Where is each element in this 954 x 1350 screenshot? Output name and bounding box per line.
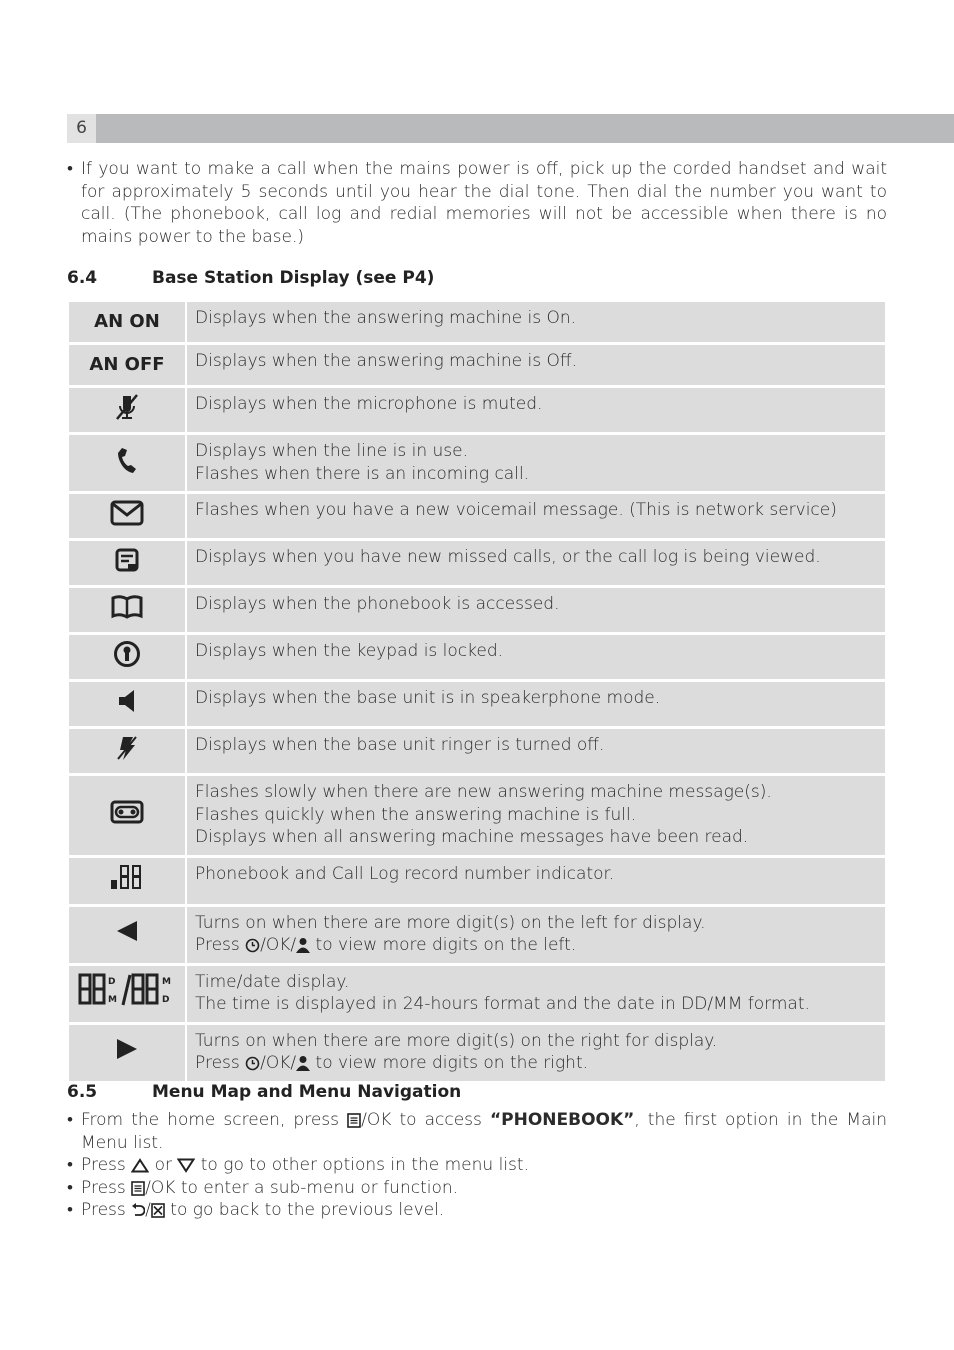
row-description: Displays when you have new missed calls, or the call log is being viewed. <box>187 541 885 585</box>
back-icon <box>131 1202 145 1218</box>
row-description: Displays when the keypad is locked. <box>187 635 885 679</box>
envelope-icon <box>110 500 144 526</box>
table-row <box>69 858 885 904</box>
row-description: Displays when the answering machine is On. <box>187 302 885 342</box>
right-arrow-icon <box>115 1038 139 1060</box>
section-heading-6-5: 6.5 Menu Map and Menu Navigation <box>67 1082 462 1102</box>
row-description: Turns on when there are more digit(s) on the right for display. Press /OK/ to view more digits on the right. <box>187 1025 885 1081</box>
svg-text:D: D <box>108 977 116 988</box>
row-description: Phonebook and Call Log record number indicator. <box>187 858 885 904</box>
mute-icon <box>114 393 140 421</box>
row-description: Displays when the answering machine is Off. <box>187 345 885 385</box>
row-description: Time/date display. The time is displayed in 24-hours format and the date in DD/MM format. <box>187 966 885 1022</box>
phone-handset-icon <box>116 446 138 474</box>
contact-icon <box>296 937 310 953</box>
label-an-off: AN OFF <box>69 345 185 385</box>
intro-text: If you want to make a call when the mains power is off, pick up the corded handset and wait for approximately 5 seconds until you hear the dial tone. Then dial the number you want to call. (The phonebook, call log and redial memories will not be accessible when there is no mains power to the base.) <box>81 159 887 247</box>
intro-paragraph <box>67 158 887 248</box>
table-row <box>69 966 885 1022</box>
menu-icon <box>131 1181 145 1196</box>
table-row <box>69 345 885 385</box>
tape-icon <box>110 799 144 825</box>
row-description: Flashes slowly when there are new answering machine message(s). Flashes quickly when the answering machine is full. Displays when all answering machine messages have been read. <box>187 776 885 855</box>
svg-text:D: D <box>162 995 170 1006</box>
table-row <box>69 541 885 585</box>
delete-icon <box>151 1203 165 1218</box>
call-log-icon <box>114 547 140 573</box>
section-heading-6-4: 6.4 Base Station Display (see P4) <box>67 268 435 288</box>
list-item: • Press /OK to enter a sub-menu or function. <box>67 1177 459 1198</box>
clock-icon <box>245 938 260 953</box>
page-number: 6 <box>67 114 96 143</box>
list-item: • Press or to go to other options in the menu list. <box>67 1155 529 1175</box>
contact-icon <box>296 1055 310 1071</box>
table-row <box>69 907 885 963</box>
table-row <box>69 435 885 491</box>
svg-text:M: M <box>162 977 171 988</box>
keypad-lock-icon <box>113 640 141 668</box>
list-item: • Press / to go back to the previous level. <box>67 1200 445 1220</box>
navigation-list <box>67 1109 887 1222</box>
table-row <box>69 494 885 538</box>
label-an-on: AN ON <box>69 302 185 342</box>
clock-icon <box>245 1056 260 1071</box>
list-item: • From the home screen, press /OK to access “PHONEBOOK”, the first option in the Main Menu list. <box>67 1110 888 1153</box>
speaker-icon <box>116 688 138 714</box>
table-row <box>69 682 885 726</box>
table-row <box>69 588 885 632</box>
page-header-band <box>67 114 954 143</box>
phonebook-icon <box>110 594 144 620</box>
up-triangle-icon <box>131 1158 149 1173</box>
table-row <box>69 729 885 773</box>
row-description: Flashes when you have a new voicemail message. (This is network service) <box>187 494 885 538</box>
time-date-icon <box>78 971 176 1009</box>
table-row <box>69 1025 885 1081</box>
bullet: • <box>67 159 73 179</box>
row-description: Displays when the base unit ringer is turned off. <box>187 729 885 773</box>
row-description: Displays when the microphone is muted. <box>187 388 885 432</box>
table-row <box>69 302 885 342</box>
menu-icon <box>347 1113 361 1128</box>
table-row <box>69 388 885 432</box>
display-table <box>67 299 887 1084</box>
svg-text:M: M <box>108 995 117 1006</box>
row-description: Turns on when there are more digit(s) on the left for display. Press /OK/ to view more digits on the left. <box>187 907 885 963</box>
left-arrow-icon <box>115 920 139 942</box>
row-description: Displays when the phonebook is accessed. <box>187 588 885 632</box>
row-description: Displays when the base unit is in speakerphone mode. <box>187 682 885 726</box>
ringer-off-icon <box>115 734 139 762</box>
table-row <box>69 635 885 679</box>
record-number-icon <box>109 862 145 892</box>
down-triangle-icon <box>177 1158 195 1173</box>
row-description: Displays when the line is in use. Flashes when there is an incoming call. <box>187 435 885 491</box>
table-row <box>69 776 885 855</box>
